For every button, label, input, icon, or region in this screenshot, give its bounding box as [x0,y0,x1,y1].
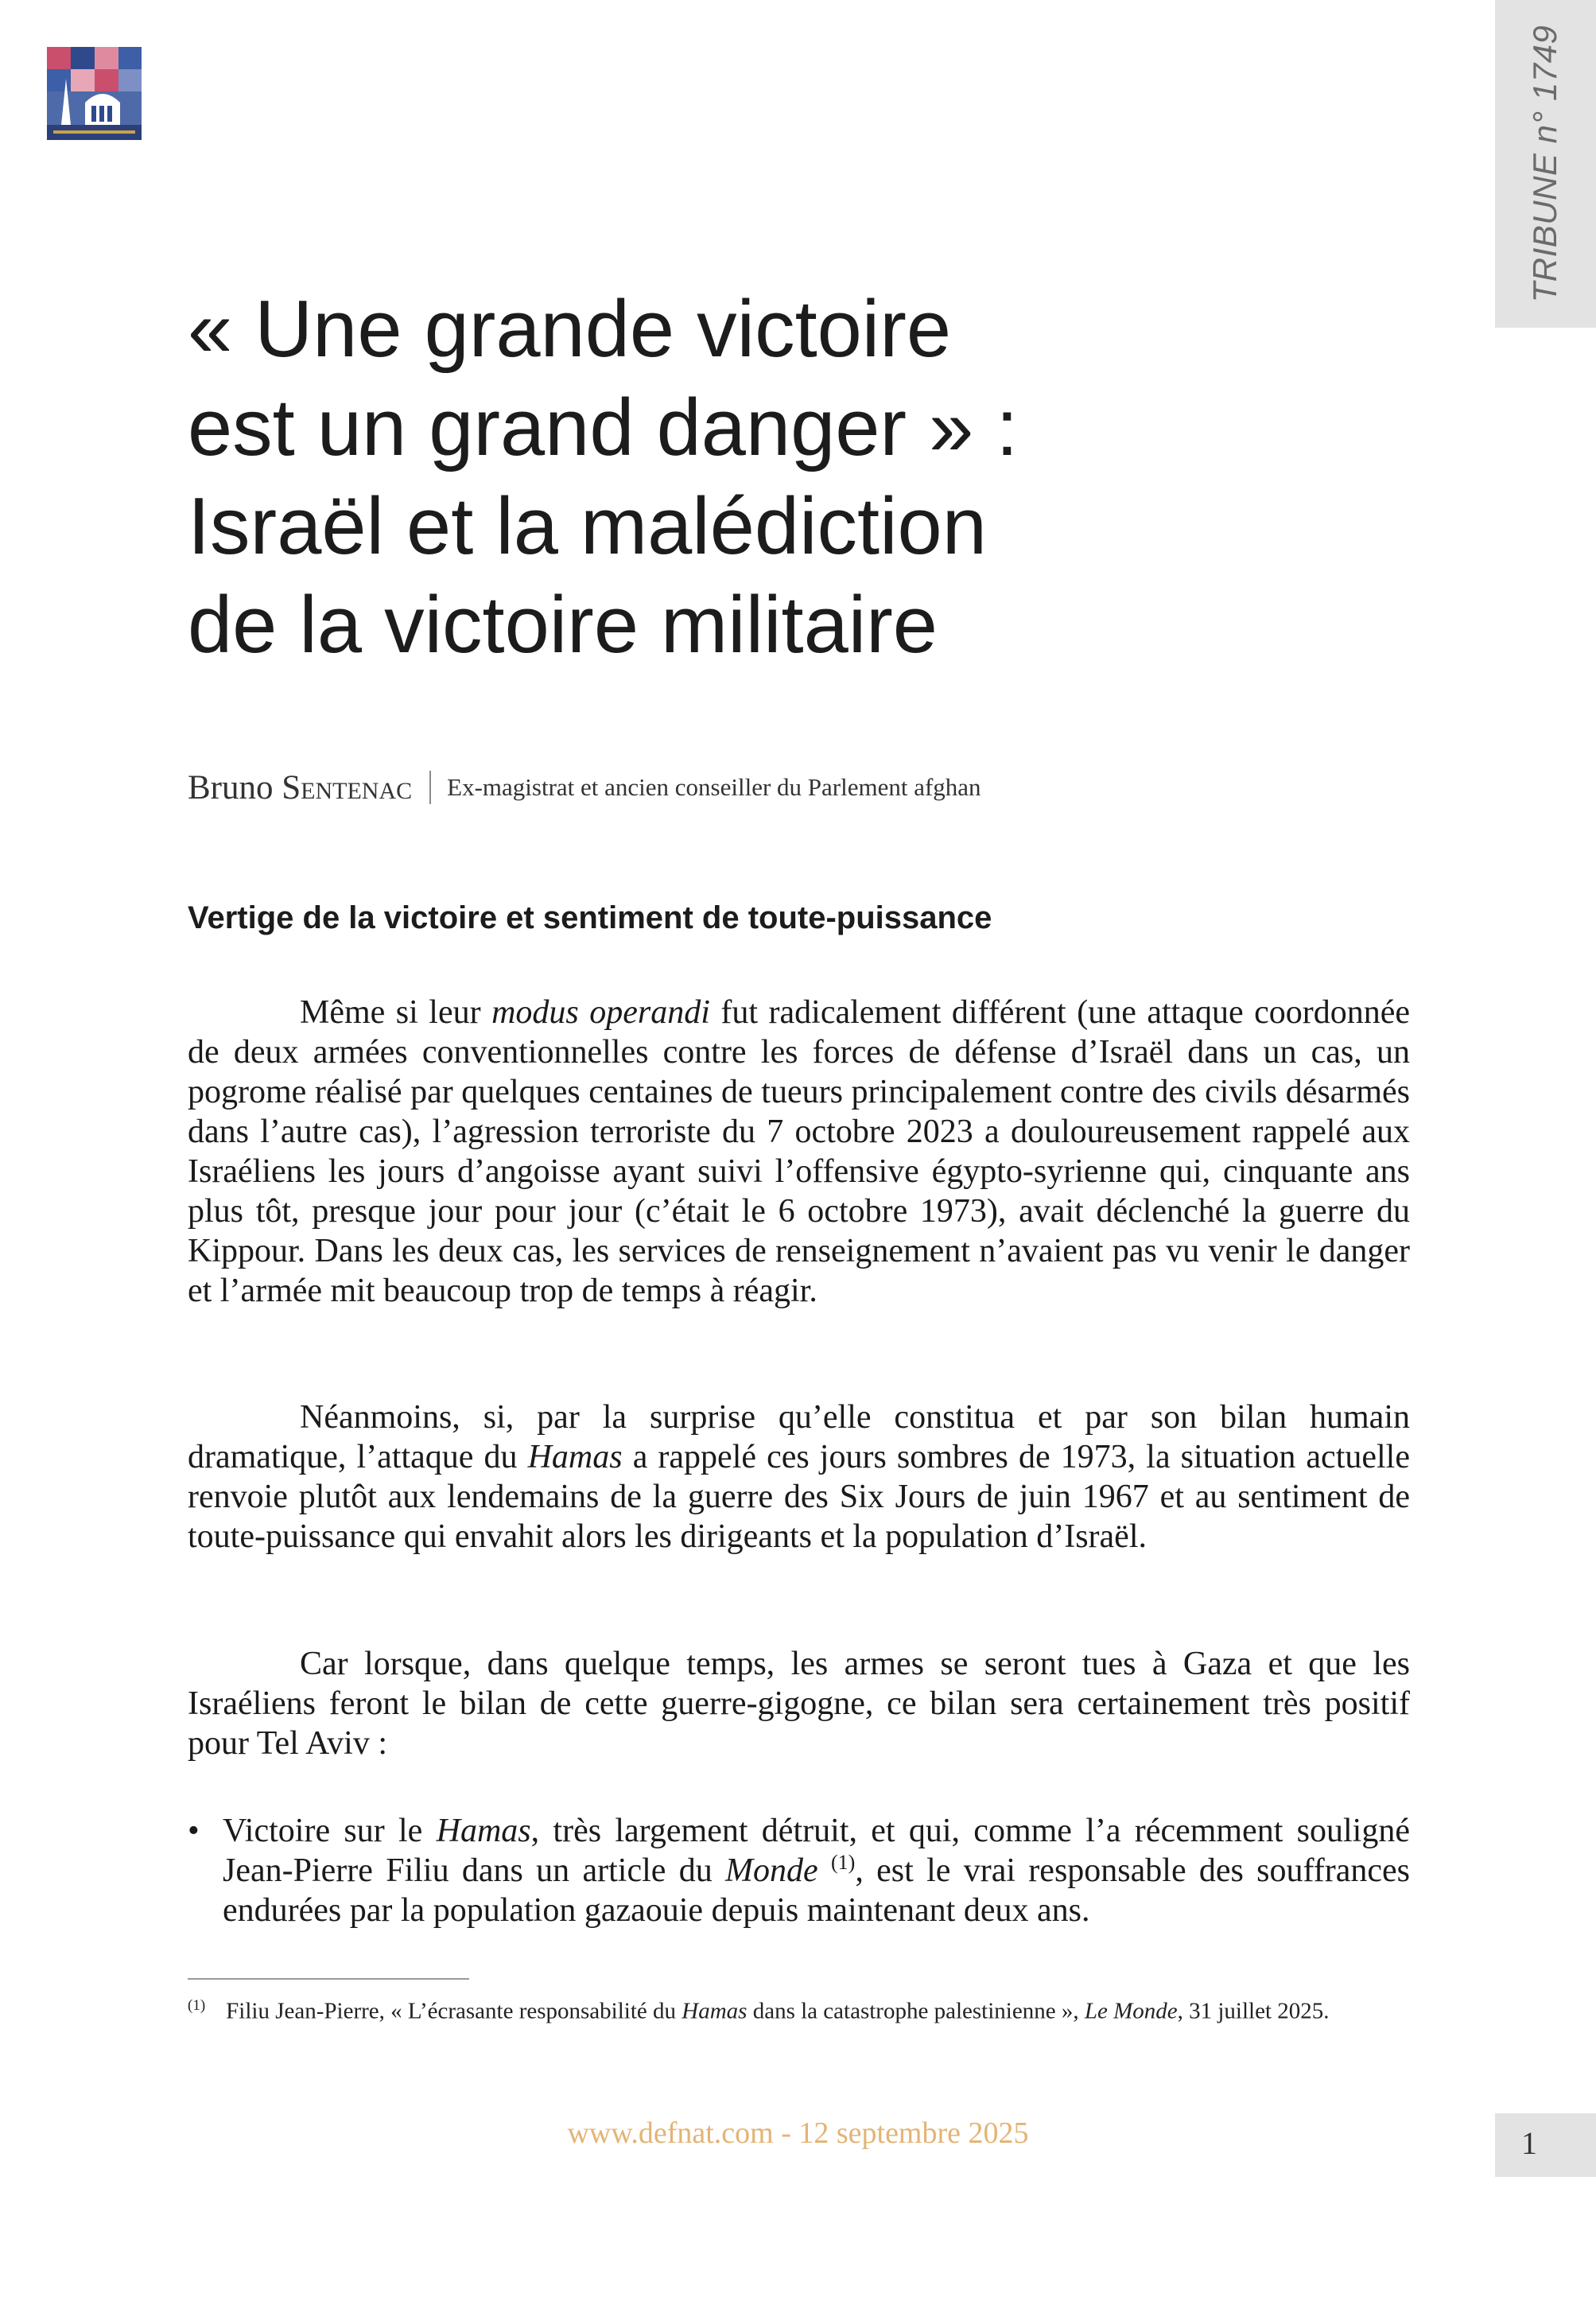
text-run: fut radicalement différent (une attaque coordonnée de deux armées conventionnelles contre les forces de défense d’Israël dans un cas, un pogrome réalisé par quelques centaines de tueurs principalement contre des civils désarmés dans l’autre cas), l’agression terroriste du 7 octobre 2023 a douloureusement rappelé aux Israéliens les jours d’angoisse ayant suivi l’offensive égypto-syrienne qui, cinquante ans plus tôt, presque jour pour jour (c’était le 6 octobre 1973), avait déclenché la guerre du Kippour. Dans les deux cas, les services de renseignement n’avaient pas vu venir le danger et l’armée mit beaucoup trop de temps à réagir. [188,994,1410,1309]
title-line: de la victoire militaire [188,581,938,670]
list-item [188,1811,1410,1930]
footnote [188,1990,1428,2027]
text-run: , très largement détruit, et qui, comme l’a récemment souligné Jean-Pierre Filiu dans un article du [223,1813,1410,1889]
author-first-name: Bruno [188,768,274,807]
body-paragraph-2 [188,1397,1410,1557]
tribune-side-tab [1495,0,1596,328]
text-run: Néanmoins, si, par la surprise qu’elle constitua et par son bilan humain dramatique, l’attaque du [188,1399,1410,1475]
footnote-divider [188,1978,469,1980]
text-run: Filiu Jean-Pierre, « L’écrasante responsabilité du [226,1998,682,2024]
italic-run: Le Monde [1084,1998,1178,2024]
article-title [188,280,1301,674]
author-last-name: Sentenac [282,768,413,807]
footnote-reference[interactable]: (1) [830,1851,856,1874]
text-run: a rappelé ces jours sombres de 1973, la situation actuelle renvoie plutôt aux lendemains de la guerre des Six Jours de juin 1967 et au sentiment de toute-puissance qui envahit alors les dirigeants et la population d’Israël. [188,1439,1410,1555]
italic-run: Monde [725,1852,818,1889]
byline [188,764,981,811]
section-heading: Vertige de la victoire et sentiment de toute-puissance [188,900,992,935]
title-line: Israël et la malédiction [188,482,987,571]
bullet-marker: • [188,1813,200,1849]
body-paragraph-1 [188,993,1410,1311]
footnote-number: (1) [188,1997,206,2014]
text-run: , 31 juillet 2025. [1177,1998,1330,2024]
body-paragraph-3: Car lorsque, dans quelque temps, les armes se seront tues à Gaza et que les Israéliens feront le bilan de cette guerre-gigogne, ce bilan sera certainement très positif pour Tel Aviv : [188,1646,1410,1762]
italic-run: Hamas [436,1813,531,1849]
text-run: dans la catastrophe palestinienne », [747,1998,1085,2024]
title-line: « Une grande victoire [188,285,952,374]
byline-divider [429,771,431,804]
page-number-box [1495,2113,1596,2177]
text-run: , est le vrai responsable des souffrances endurées par la population gazaouie depuis maintenant deux ans. [223,1852,1410,1929]
title-line: est un grand danger » : [188,383,1019,472]
author-name [188,768,412,807]
italic-run: Hamas [527,1439,623,1475]
bullet-list [188,1811,1410,1930]
author-affiliation: Ex-magistrat et ancien conseiller du Parlement afghan [447,773,981,801]
italic-run: modus operandi [491,994,710,1031]
tribune-number: TRIBUNE n° 1749 [1526,25,1563,303]
page-number: 1 [1521,2125,1537,2161]
publication-logo [47,47,142,140]
text-run: Même si leur [300,994,492,1031]
italic-run: Hamas [682,1998,748,2024]
footer-url-date[interactable]: www.defnat.com - 12 septembre 2025 [567,2116,1029,2150]
text-run: Victoire sur le [223,1813,437,1849]
